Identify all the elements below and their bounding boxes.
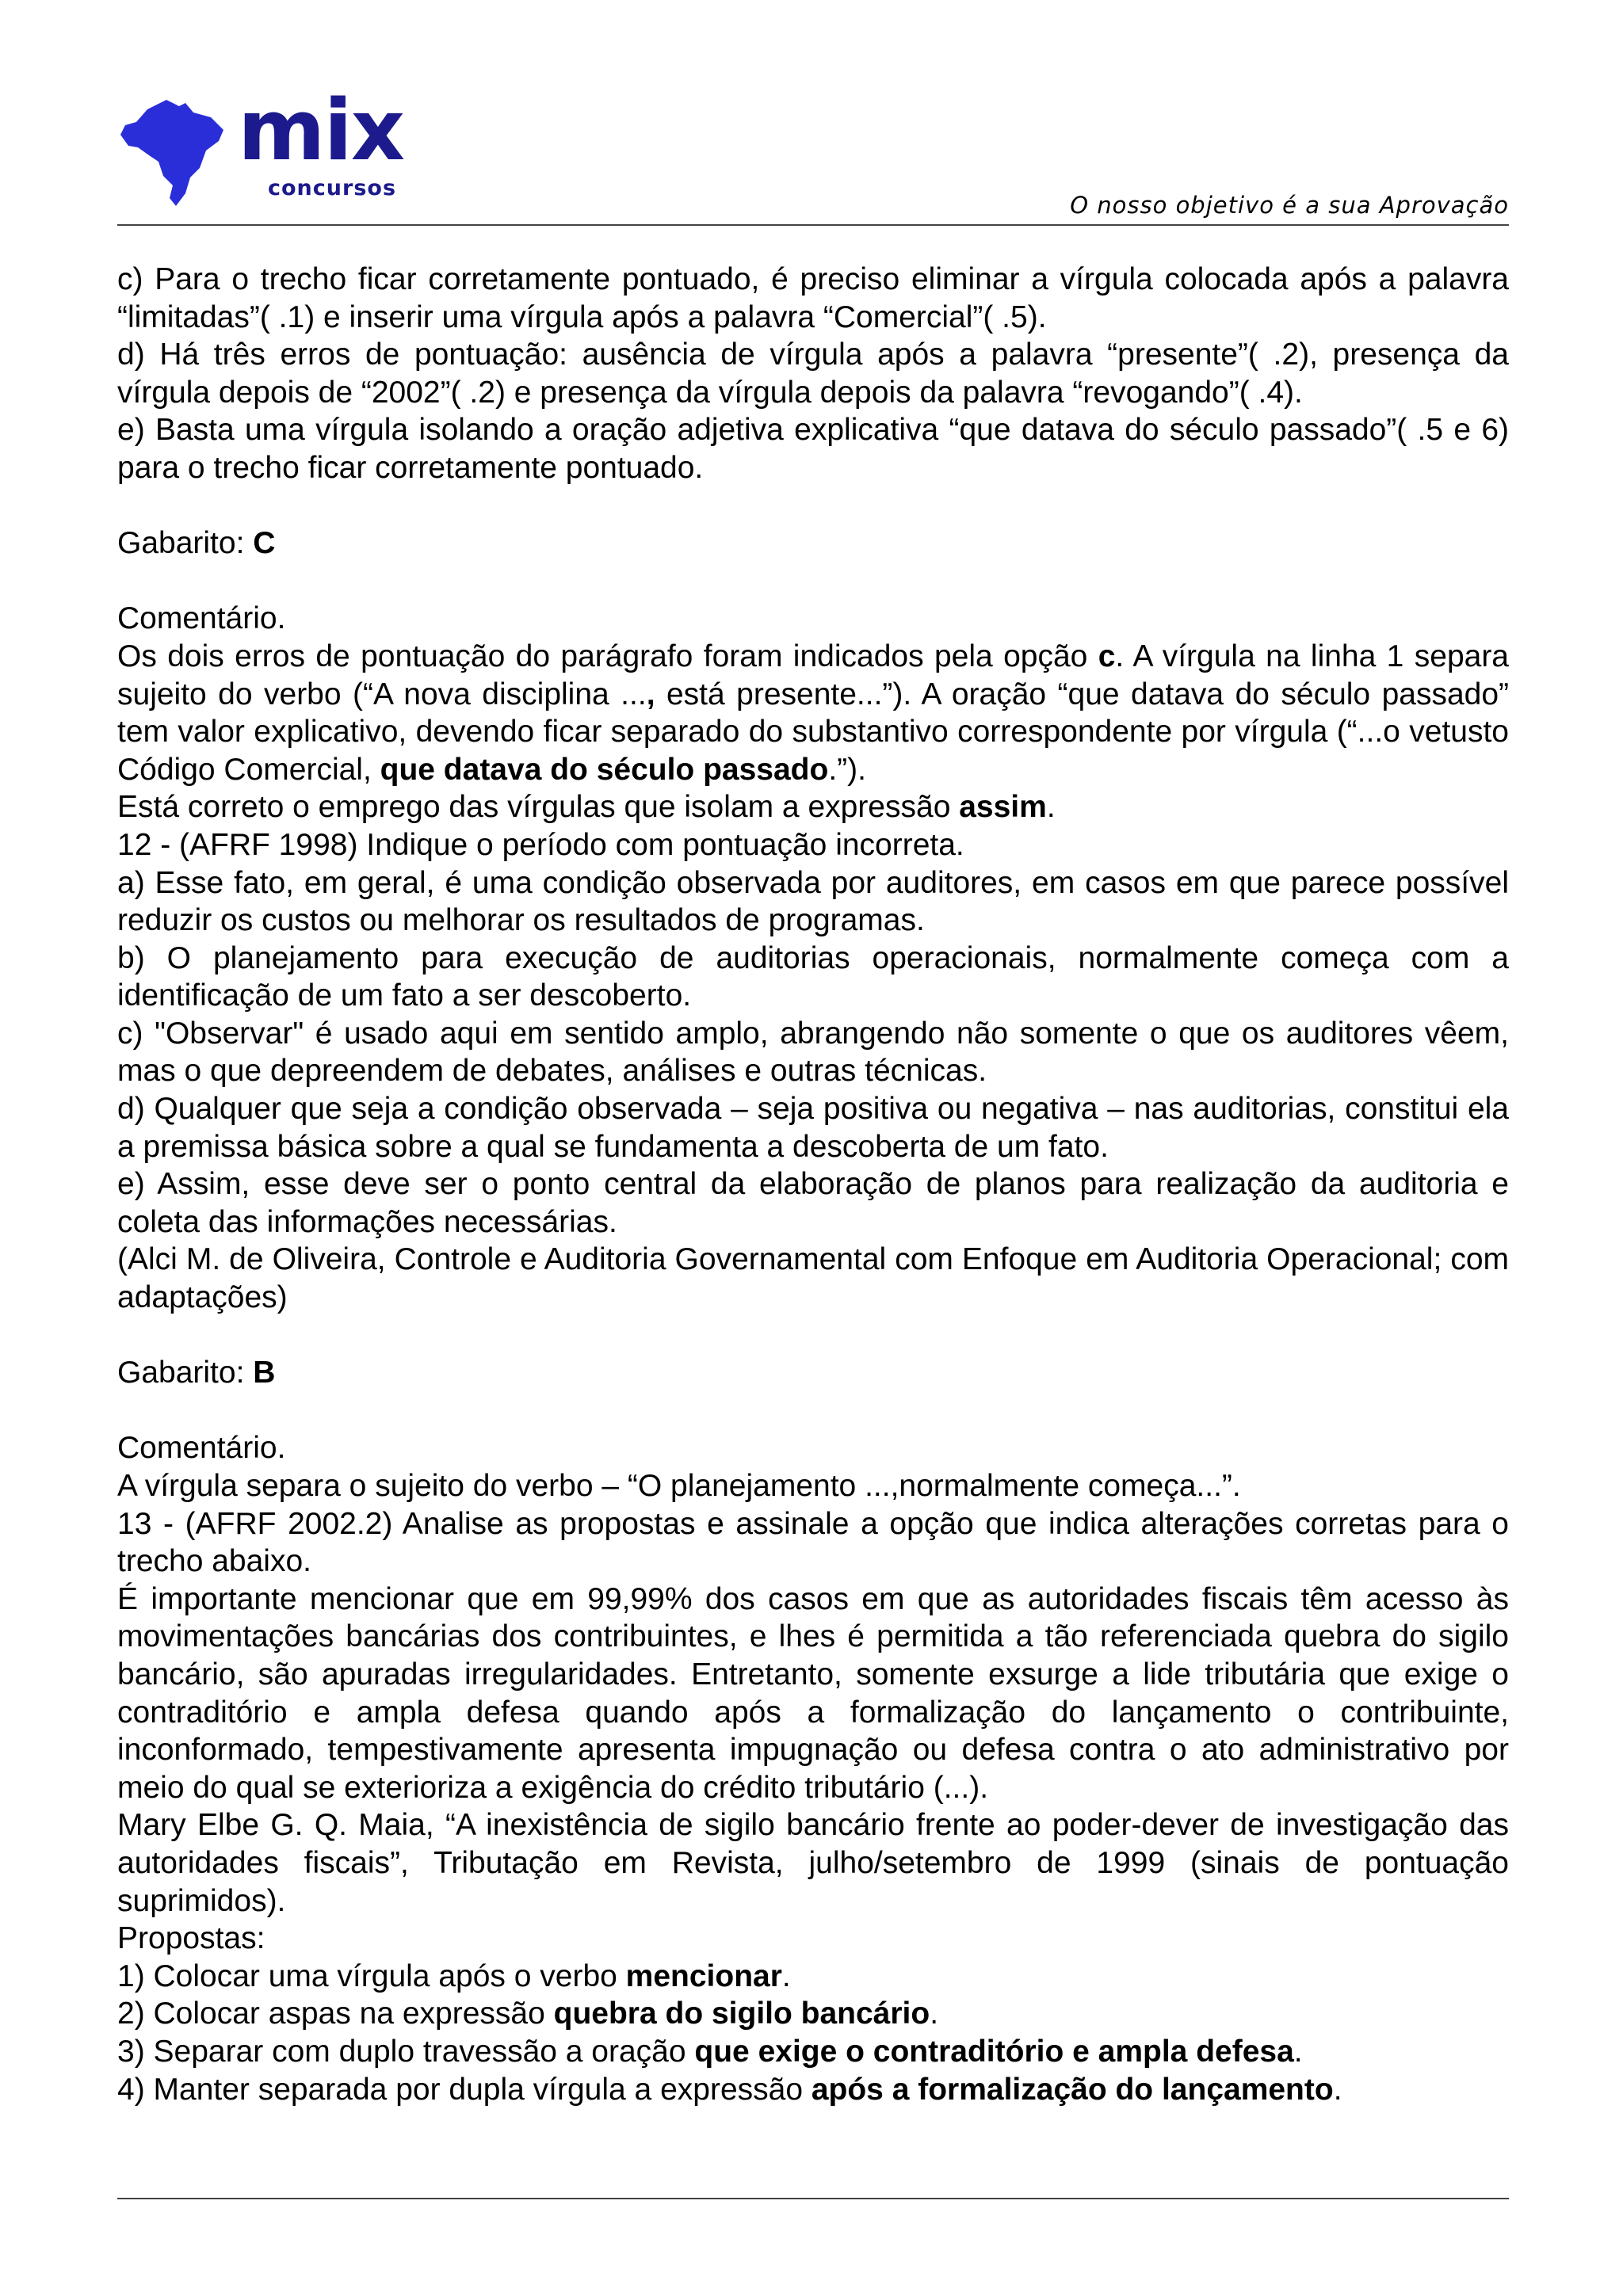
q12-option-a: a) Esse fato, em geral, é uma condição observada por auditores, em casos em que parece possível reduzir os custos ou melhorar os resultados de programas.: [117, 865, 1509, 938]
proposal-text: 3) Separar com duplo travessão a oração: [117, 2034, 695, 2069]
header-divider: [117, 224, 1509, 226]
comment-bold: c: [1098, 639, 1116, 673]
q12-stem: 12 - (AFRF 1998) Indique o período com pontuação incorreta.: [117, 827, 964, 862]
proposal-text: .: [781, 1958, 791, 1993]
logo-wordmark: mix: [238, 82, 404, 179]
comment-1-paragraph: [117, 638, 1509, 788]
mix-concursos-logo: [117, 82, 418, 214]
proposal-text: .: [930, 1997, 939, 2031]
comment-text: .”).: [828, 752, 866, 787]
comment-title-2: Comentário.: [117, 1431, 286, 1466]
proposal-text: .: [1293, 2034, 1303, 2069]
proposals-title: Propostas:: [117, 1921, 265, 1956]
answer-key-2: [117, 1354, 1509, 1392]
q11-option-d: d) Há três erros de pontuação: ausência de vírgula após a palavra “presente”( .2), presença da vírgula depois de “2002”( .2) e presença da vírgula depois da palavra “revogando”( .4).: [117, 338, 1509, 410]
proposal-bold: que exige o contraditório e ampla defesa: [694, 2034, 1294, 2069]
answer-key-label: Gabarito:: [117, 1356, 254, 1390]
header-tagline: O nosso objetivo é a sua Aprovação: [1070, 192, 1509, 219]
q11-option-e: e) Basta uma vírgula isolando a oração adjetiva explicativa “que datava do século passado”( .5 e 6) para o trecho ficar corretamente pontuado.: [117, 413, 1509, 485]
comment-1-second-paragraph: [117, 788, 1509, 826]
q12-source: (Alci M. de Oliveira, Controle e Auditoria Governamental com Enfoque em Auditoria Operacional; com adaptações): [117, 1242, 1509, 1315]
proposal-3: [117, 2033, 1509, 2071]
page-header: [117, 82, 1509, 227]
answer-key-1: [117, 524, 1509, 563]
q13-stem: 13 - (AFRF 2002.2) Analise as propostas e assinale a opção que indica alterações corretas para o trecho abaixo.: [117, 1506, 1509, 1579]
q11-option-c: c) Para o trecho ficar corretamente pontuado, é preciso eliminar a vírgula colocada após a palavra “limitadas”( .1) e inserir uma vírgula após a palavra “Comercial”( .5).: [117, 262, 1509, 334]
comment-text: .: [1046, 790, 1056, 825]
logo-subtitle: concursos: [268, 176, 397, 200]
comment-text: . A vírgula na linha 1 separa sujeito do verbo (“A nova disciplina ...: [117, 639, 1509, 711]
spacer: [117, 1317, 1509, 1355]
proposal-text: .: [1333, 2072, 1342, 2107]
comment-title-1: Comentário.: [117, 601, 286, 636]
proposal-bold: mencionar: [625, 1958, 782, 1993]
comment-text: Está correto o emprego das vírgulas que isolam a expressão: [117, 790, 960, 825]
comment-text: está presente...”). A oração “que datava do século passado” tem valor explicativo, devendo ficar separado do substantivo correspondente por vírgula (“...o vetusto Código Comercial,: [117, 677, 1510, 787]
proposal-bold: quebra do sigilo bancário: [553, 1997, 930, 2031]
proposal-1: [117, 1958, 1509, 1996]
comment-bold: que datava do século passado: [380, 752, 829, 787]
proposal-text: 4) Manter separada por dupla vírgula a expressão: [117, 2072, 812, 2107]
footer-divider: [117, 2198, 1509, 2199]
document-body: [117, 261, 1509, 2108]
q12-option-c: c) "Observar" é usado aqui em sentido amplo, abrangendo não somente o que os auditores vêem, mas o que depreendem de debates, análises e outras técnicas.: [117, 1016, 1509, 1089]
comment-bold: ,: [646, 677, 655, 711]
answer-key-value: C: [253, 526, 276, 561]
q12-option-b: b) O planejamento para execução de auditorias operacionais, normalmente começa com a identificação de um fato a ser descoberto.: [117, 940, 1509, 1013]
comment-text: Os dois erros de pontuação do parágrafo foram indicados pela opção: [117, 639, 1098, 673]
q12-option-d: d) Qualquer que seja a condição observada – seja positiva ou negativa – nas auditorias, constitui ela a premissa básica sobre a qual se fundamenta a descoberta de um fato.: [117, 1092, 1509, 1164]
q13-source: Mary Elbe G. Q. Maia, “A inexistência de sigilo bancário frente ao poder-dever de investigação das autoridades fiscais”, Tributação em Revista, julho/setembro de 1999 (sinais de pontuação suprimidos).: [117, 1808, 1509, 1918]
answer-key-value: B: [253, 1356, 276, 1390]
spacer: [117, 487, 1509, 525]
comment-2-paragraph: A vírgula separa o sujeito do verbo – “O planejamento ...,normalmente começa...”.: [117, 1469, 1241, 1503]
brazil-map-shape: [120, 100, 223, 206]
proposal-text: 2) Colocar aspas na expressão: [117, 1997, 554, 2031]
proposal-2: [117, 1995, 1509, 2033]
q13-passage: É importante mencionar que em 99,99% dos casos em que as autoridades fiscais têm acesso às movimentações bancárias dos contribuintes, e lhes é permitida a tão referenciada quebra do sigilo bancário, são apuradas irregularidades. Entretanto, somente exsurge a lide tributária que exige o contraditório e ampla defesa quando após a formalização do lançamento o contribuinte, inconformado, tempestivamente apresenta impugnação ou defesa contra o ato administrativo por meio do qual se exterioriza a exigência do crédito tributário (...).: [117, 1581, 1509, 1805]
proposal-bold: após a formalização do lançamento: [811, 2072, 1334, 2107]
comment-bold: assim: [959, 790, 1047, 825]
q12-option-e: e) Assim, esse deve ser o ponto central da elaboração de planos para realização da auditoria e coleta das informações necessárias.: [117, 1167, 1509, 1239]
spacer: [117, 1392, 1509, 1430]
spacer: [117, 563, 1509, 601]
proposal-text: 1) Colocar uma vírgula após o verbo: [117, 1958, 626, 1993]
proposal-4: [117, 2071, 1509, 2109]
answer-key-label: Gabarito:: [117, 526, 254, 561]
brazil-map-icon: [117, 95, 236, 214]
